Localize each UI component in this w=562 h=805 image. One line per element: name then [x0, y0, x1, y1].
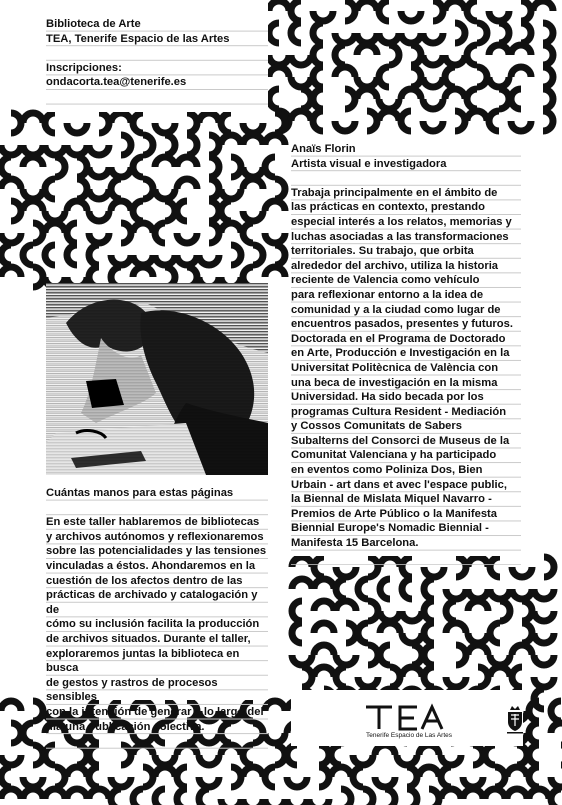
artist-photo: [46, 283, 268, 475]
description-line: con la intención de generar a lo largo del: [46, 705, 264, 718]
pattern-arc: [133, 201, 143, 221]
pattern-arc: [265, 767, 275, 787]
pattern-arc: [23, 789, 43, 799]
pattern-arc: [89, 789, 109, 799]
pattern-arc: [379, 1, 389, 21]
pattern-arc: [445, 89, 465, 99]
pattern-arc: [89, 189, 109, 199]
pattern-arc: [358, 623, 368, 643]
bio-line: Subalterns del Consorci de Museus de la: [291, 434, 510, 447]
pattern-arc: [543, 45, 553, 65]
pattern-arc: [419, 767, 439, 777]
pattern-arc: [45, 113, 55, 133]
pattern-arc: [441, 789, 461, 799]
pattern-arc: [253, 245, 263, 265]
pattern-arc: [423, 33, 443, 43]
bio-line: encuentros pasados, presentes y futuros.: [291, 318, 513, 331]
description-line: de gestos y rastros de procesos sensibles: [46, 676, 218, 704]
pattern-arc: [275, 245, 285, 265]
bio-line: alrededor del archivo, utiliza la historia: [291, 259, 499, 272]
pattern-arc: [424, 623, 434, 643]
bio-line: Doctorada en el Programa de Doctorado: [291, 332, 506, 345]
pattern-arc: [551, 777, 562, 787]
pattern-arc: [467, 1, 477, 21]
pattern-arc: [468, 601, 488, 611]
pattern-arc: [341, 789, 351, 805]
description-line: cuestión de los afectos dentro de las: [46, 574, 243, 587]
pattern-arc: [380, 645, 390, 665]
bio-line: comunidad y a la ciudad como lugar de: [291, 303, 501, 316]
bio-line: y Cossos Comunitats de Sabers: [291, 420, 462, 433]
pattern-arc: [177, 233, 197, 243]
pattern-arc: [313, 45, 323, 65]
pattern-arc: [511, 45, 531, 55]
pattern-arc: [67, 245, 77, 265]
pattern-arc: [269, 23, 279, 43]
pattern-arc: [467, 45, 477, 65]
description-line: día una publicación colectiva.: [46, 720, 205, 733]
pattern-arc: [269, 1, 289, 11]
pattern-arc: [512, 645, 532, 655]
pattern-arc: [1, 245, 11, 265]
pattern-arc: [331, 767, 351, 777]
pattern-arc: [23, 723, 33, 743]
pattern-arc: [429, 789, 439, 805]
pattern-arc: [155, 789, 165, 805]
pattern-arc: [336, 579, 346, 599]
pattern-arc: [335, 121, 355, 131]
description-line: sobre las potencialidades y las tensiones: [46, 545, 267, 558]
pattern-arc: [1, 789, 21, 799]
pattern-arc: [385, 789, 395, 805]
pattern-arc: [512, 667, 522, 687]
pattern-arc: [1, 767, 11, 787]
workshop-text: [46, 486, 268, 749]
pattern-arc: [275, 113, 285, 133]
header-line-2: TEA, Tenerife Espacio de las Artes: [46, 32, 230, 45]
bio-line: Biennial Europe's Nomadic Biennial -: [291, 522, 489, 535]
pattern-arc: [313, 111, 323, 131]
pattern-arc: [291, 23, 301, 43]
pattern-arc: [314, 667, 334, 677]
pattern-arc: [177, 789, 187, 805]
pattern-arc: [221, 201, 231, 221]
pattern-arc: [511, 121, 531, 131]
header-line-1: Biblioteca de Arte: [46, 18, 141, 30]
pattern-arc: [111, 179, 121, 199]
pattern-arc: [423, 99, 443, 109]
pattern-arc: [291, 111, 311, 121]
pattern-arc: [551, 789, 561, 805]
pattern-arc: [336, 601, 356, 611]
pattern-arc: [155, 767, 175, 777]
pattern-arc: [455, 23, 465, 43]
pattern-arc: [23, 245, 33, 265]
workshop-description: [46, 515, 268, 734]
pattern-arc: [441, 767, 451, 787]
pattern-arc: [551, 723, 562, 733]
pattern-arc: [287, 799, 307, 805]
pattern-arc: [133, 267, 153, 277]
pattern-arc: [529, 745, 539, 765]
pattern-arc: [380, 579, 390, 599]
pattern-arc: [45, 789, 65, 799]
pattern-arc: [187, 135, 197, 155]
pattern-arc: [419, 745, 439, 755]
description-line: vinculadas a éstos. Ahondaremos en la: [46, 559, 256, 572]
pattern-arc: [379, 67, 389, 87]
pattern-arc: [243, 799, 263, 805]
pattern-arc: [335, 67, 355, 77]
pattern-arc: [67, 123, 87, 133]
pattern-arc: [534, 589, 554, 599]
description-line: de archivos situados. Durante el taller,: [46, 632, 251, 645]
pattern-arc: [209, 157, 219, 177]
pattern-arc: [265, 799, 285, 805]
bio-line: la Biennal de Mislata Miquel Navarro -: [291, 493, 492, 506]
pattern-arc: [499, 23, 509, 43]
pattern-arc: [1, 179, 21, 189]
pattern-arc: [489, 45, 509, 55]
pattern-arc: [155, 223, 165, 243]
pattern-arc: [543, 23, 553, 43]
pattern-arc: [287, 745, 297, 765]
pattern-arc: [265, 701, 285, 711]
pattern-arc: [313, 23, 323, 43]
pattern-arc: [467, 89, 477, 109]
pattern-arc: [221, 113, 231, 133]
bio-line: Premios de Arte Público o la Manifesta: [291, 507, 497, 520]
artist-name: Anaïs Florin: [291, 143, 356, 155]
pattern-arc: [445, 67, 455, 87]
description-line: prácticas de archivado y catalogación y de: [46, 589, 258, 616]
pattern-arc: [424, 601, 434, 621]
pattern-arc: [331, 745, 341, 765]
pattern-arc: [133, 157, 143, 177]
pattern-arc: [446, 601, 456, 621]
logo-subtitle: Tenerife Espacio de Las Artes: [366, 732, 452, 739]
pattern-arc: [45, 223, 65, 233]
pattern-arc: [543, 89, 553, 109]
pattern-arc: [314, 579, 334, 589]
pattern-arc: [177, 767, 187, 787]
bio-line: una beca de investigación en la misma: [291, 376, 498, 389]
pattern-arc: [533, 1, 553, 11]
pattern-arc: [1, 157, 11, 177]
pattern-arc: [423, 77, 443, 87]
pattern-arc: [534, 611, 554, 621]
pattern-arc: [292, 601, 302, 621]
pattern-arc: [551, 701, 561, 721]
pattern-arc: [1, 267, 21, 277]
pattern-arc: [402, 611, 422, 621]
description-line: y archivos autónomos y reflexionaremos: [46, 530, 264, 543]
pattern-arc: [424, 645, 434, 665]
pattern-arc: [243, 135, 263, 145]
pattern-arc: [243, 179, 263, 189]
pattern-arc: [23, 113, 43, 123]
pattern-arc: [23, 201, 43, 211]
pattern-arc: [67, 789, 87, 799]
pattern-arc: [292, 579, 312, 589]
pattern-arc: [446, 623, 466, 633]
pattern-arc: [265, 267, 285, 277]
pattern-arc: [507, 767, 527, 777]
pattern-arc: [424, 667, 434, 687]
pattern-arc: [231, 245, 241, 265]
pattern-arc: [375, 745, 395, 755]
pattern-arc: [500, 601, 510, 621]
pattern-arc: [543, 67, 553, 87]
pattern-arc: [534, 633, 554, 643]
pattern-arc: [389, 45, 399, 65]
pattern-arc: [155, 157, 175, 167]
signup-email[interactable]: ondacorta.tea@tenerife.es: [46, 76, 187, 89]
pattern-arc: [467, 111, 487, 121]
pattern-arc: [269, 67, 289, 77]
pattern-arc: [265, 135, 285, 145]
pattern-arc: [133, 223, 153, 233]
pattern-arc: [121, 135, 131, 155]
pattern-arc: [111, 789, 121, 805]
pattern-arc: [199, 113, 219, 123]
pattern-arc: [243, 767, 263, 777]
pattern-arc: [243, 223, 253, 243]
pattern-arc: [265, 201, 285, 211]
bio-line: las prácticas en contexto, prestando: [291, 201, 485, 214]
pattern-arc: [353, 767, 363, 787]
pattern-arc: [287, 777, 307, 787]
pattern-arc: [357, 45, 377, 55]
pattern-arc: [275, 179, 285, 199]
pattern-arc: [89, 245, 99, 265]
cabildo-crest-icon: [505, 704, 525, 734]
pattern-arc: [67, 767, 87, 777]
pattern-arc: [529, 723, 539, 743]
pattern-arc: [111, 201, 131, 211]
pattern-arc: [291, 1, 301, 21]
pattern-arc: [357, 1, 377, 11]
bio-line: Universitat Politècnica de València con: [291, 361, 499, 374]
pattern-arc: [221, 799, 241, 805]
pattern-arc: [177, 157, 197, 167]
pattern-arc: [511, 89, 521, 109]
pattern-arc: [379, 111, 399, 121]
pattern-arc: [89, 767, 99, 787]
pattern-arc: [358, 579, 368, 599]
description-line: cómo su inclusión facilita la producción: [46, 618, 260, 631]
pattern-arc: [313, 67, 323, 87]
description-line: exploraremos juntas la biblioteca en busca: [46, 647, 240, 675]
bio-line: territoriales. Su trabajo, que orbita: [291, 245, 474, 258]
pattern-arc: [477, 23, 487, 43]
pattern-arc: [521, 23, 531, 43]
pattern-arc: [512, 567, 532, 577]
bio-line: Urbain - art dans et avec l'espace public,: [291, 478, 507, 491]
pattern-arc: [133, 789, 143, 805]
pattern-arc: [314, 623, 334, 633]
pattern-arc: [529, 789, 549, 799]
pattern-arc: [265, 157, 275, 177]
bio-line: Universidad. Ha sido becada por los: [291, 391, 484, 404]
pattern-arc: [143, 135, 153, 155]
pattern-arc: [111, 113, 131, 123]
pattern-arc: [543, 111, 553, 131]
pattern-arc: [291, 55, 311, 65]
pattern-arc: [363, 789, 373, 805]
pattern-arc: [309, 799, 329, 805]
pattern-arc: [199, 789, 209, 805]
pattern-arc: [221, 135, 241, 145]
bio-line: reciente de Valencia como vehículo: [291, 274, 480, 287]
pattern-arc: [335, 45, 345, 65]
pattern-arc: [89, 145, 109, 155]
pattern-arc: [199, 255, 219, 265]
description-line: En este taller hablaremos de bibliotecas: [46, 516, 260, 529]
pattern-arc: [423, 55, 443, 65]
pattern-arc: [292, 623, 302, 643]
pattern-arc: [313, 89, 323, 109]
pattern-arc: [511, 67, 531, 77]
bio-line: en eventos como Polinizа Dos, Bien: [291, 464, 483, 477]
bio-line: programas Cultura Resident - Mediación: [291, 405, 507, 418]
pattern-arc: [23, 157, 43, 167]
pattern-arc: [423, 121, 443, 131]
pattern-arc: [529, 767, 539, 787]
pattern-arc: [269, 89, 279, 109]
artist-text: [291, 142, 521, 565]
pattern-arc: [401, 89, 421, 99]
pattern-arc: [402, 579, 412, 599]
pattern-arc: [544, 557, 554, 577]
pattern-arc: [485, 789, 505, 799]
bio-line: para reflexionar entorno a la idea de: [291, 288, 484, 301]
pattern-arc: [67, 223, 77, 243]
pattern-arc: [89, 167, 109, 177]
tea-logo: [362, 703, 492, 739]
pattern-arc: [45, 179, 55, 199]
pattern-arc: [401, 11, 421, 21]
bio-line: Comunitat Valenciana y ha participado: [291, 449, 497, 462]
pattern-arc: [45, 245, 55, 265]
pattern-arc: [507, 789, 527, 799]
pattern-arc: [177, 201, 187, 221]
pattern-arc: [55, 157, 65, 177]
pattern-arc: [463, 789, 483, 799]
pattern-arc: [357, 89, 377, 99]
bio-line: Manifesta 15 Barcelona.: [291, 537, 419, 550]
pattern-arc: [67, 201, 87, 211]
bio-line: Trabaja principalmente en el ámbito de: [291, 186, 498, 199]
pattern-arc: [485, 745, 495, 765]
pattern-arc: [445, 1, 465, 11]
bio-line: en Arte, Producción e Investigación en la: [291, 347, 510, 360]
pattern-arc: [490, 667, 510, 677]
artist-bio: [291, 186, 521, 551]
pattern-arc: [490, 623, 500, 643]
pattern-arc: [468, 645, 488, 655]
pattern-arc: [424, 579, 434, 599]
pattern-arc: [314, 601, 334, 611]
pattern-arc: [336, 667, 346, 687]
signup-label: Inscripciones:: [46, 61, 122, 74]
pattern-arc: [380, 623, 400, 633]
header-text: [46, 17, 268, 105]
pattern-arc: [489, 111, 499, 131]
pattern-arc: [221, 223, 241, 233]
workshop-title: Cuántas manos para estas páginas: [46, 487, 234, 499]
bio-line: luchas asociadas a las transformaciones: [291, 230, 509, 243]
pattern-arc: [314, 645, 334, 655]
pattern-arc: [133, 113, 143, 133]
pattern-arc: [401, 111, 411, 131]
bio-line: especial interés a los relatos, memorias y: [291, 215, 512, 228]
pattern-arc: [165, 135, 175, 155]
pattern-arc: [177, 179, 197, 189]
artist-role: Artista visual e investigadora: [291, 157, 447, 170]
pattern-arc: [534, 655, 554, 665]
pattern-arc: [89, 211, 109, 221]
pattern-arc: [407, 789, 417, 805]
pattern-arc: [1, 701, 21, 711]
pattern-arc: [199, 755, 219, 765]
pattern-arc: [402, 667, 422, 677]
